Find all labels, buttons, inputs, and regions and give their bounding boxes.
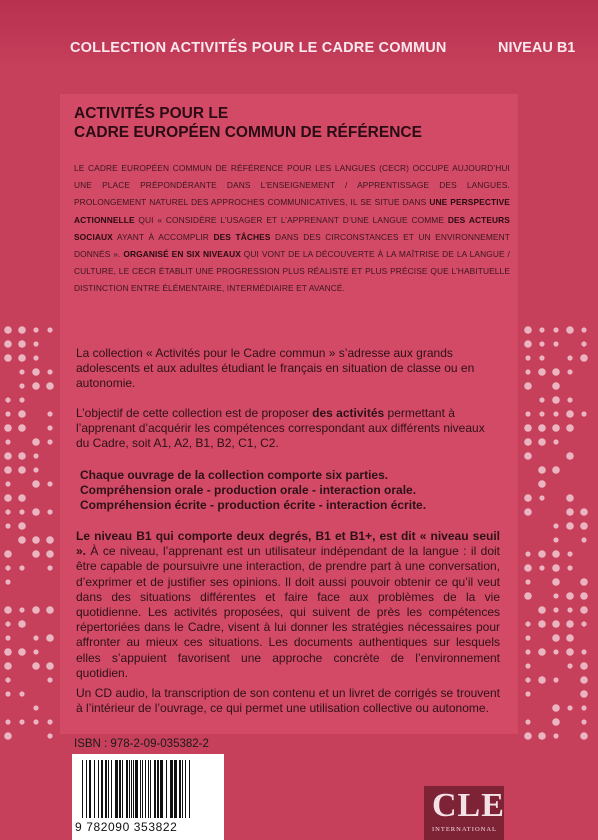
decorative-dot <box>525 719 530 724</box>
barcode-bar <box>140 760 141 818</box>
decorative-dot <box>18 522 26 530</box>
decorative-dot <box>524 438 532 446</box>
decorative-dot <box>47 425 52 430</box>
barcode-bar <box>179 760 181 818</box>
decorative-dot <box>525 663 530 668</box>
barcode-bar <box>150 760 151 818</box>
decorative-dot <box>566 592 574 600</box>
decorative-dot <box>46 662 54 670</box>
decorative-dot <box>538 466 546 474</box>
barcode-bar <box>111 760 112 818</box>
decorative-dot <box>580 592 588 600</box>
decorative-dot <box>5 523 10 528</box>
decorative-dot <box>538 480 546 488</box>
decorative-dot <box>553 523 558 528</box>
barcode-bar <box>154 760 156 818</box>
decorative-dot <box>47 509 52 514</box>
intro-bold-3: DES TÂCHES <box>213 231 271 242</box>
page-title-line-2: CADRE EUROPÉEN COMMUN DE RÉFÉRENCE <box>74 124 422 141</box>
decorative-dot <box>567 369 572 374</box>
decorative-dot <box>47 719 52 724</box>
decorative-dot <box>47 327 52 332</box>
decorative-dot <box>553 411 558 416</box>
decorative-dot <box>538 438 546 446</box>
barcode-bar <box>135 760 138 818</box>
decorative-dot <box>47 733 52 738</box>
decorative-dot <box>553 607 558 612</box>
decorative-dot <box>19 383 24 388</box>
decorative-dot <box>18 452 26 460</box>
intro-text-3: AYANT À ACCOMPLIR <box>112 231 214 242</box>
intro-bold-4: ORGANISÉ EN SIX NIVEAUX <box>123 249 241 260</box>
decorative-dot <box>525 635 530 640</box>
barcode-bar <box>160 760 163 818</box>
decorative-dot <box>4 606 12 614</box>
decorative-dot <box>580 606 588 614</box>
decorative-dot <box>525 649 530 654</box>
decorative-dot <box>552 466 560 474</box>
decorative-dot <box>47 369 52 374</box>
decorative-dot <box>18 424 26 432</box>
decorative-dot <box>525 551 530 556</box>
decorative-dot <box>580 578 588 586</box>
objective-text-1: L’objectif de cette collection est de proposer <box>76 406 313 420</box>
objective-text-2: permettant à l’apprenant d’acquérir les compétences correspondant aux différents niveaux du Cadre, soit A1, A2, B1, B2, C1, C2. <box>76 406 485 451</box>
intro-text-4: DANS DES CIRCONSTANCES ET UN ENVIRONNEMENT DONNÉS ». <box>74 231 510 260</box>
decorative-dot <box>33 719 38 724</box>
intro-bold-1: UNE PERSPECTIVE ACTIONNELLE <box>74 197 510 225</box>
decorative-dot <box>581 621 586 626</box>
parts-line-2: Compréhension orale - production orale - interaction orale. <box>80 483 417 498</box>
decorative-dot <box>33 635 38 640</box>
decorative-dot <box>47 565 52 570</box>
objective-bold: des activités <box>312 406 385 420</box>
decorative-dot <box>553 733 558 738</box>
barcode-digits: 9 782090 353822 <box>75 820 178 834</box>
decorative-dot <box>566 634 574 642</box>
decorative-dot <box>567 565 572 570</box>
decorative-dot <box>4 662 12 670</box>
decorative-dot <box>552 718 560 726</box>
decorative-dot <box>4 340 12 348</box>
page-title <box>74 104 514 142</box>
decorative-dot <box>552 396 560 404</box>
decorative-dot <box>46 536 54 544</box>
decorative-dot <box>5 481 10 486</box>
decorative-dot <box>581 327 586 332</box>
decorative-dot <box>46 382 54 390</box>
decorative-dot <box>18 326 26 334</box>
decorative-dot <box>566 522 574 530</box>
decorative-dot <box>538 648 546 656</box>
decorative-dot <box>525 579 530 584</box>
barcode-bar <box>108 760 109 818</box>
decorative-dot <box>5 397 10 402</box>
page-title-line-1: ACTIVITÉS POUR LE <box>74 105 229 122</box>
barcode-bar <box>185 760 186 818</box>
decorative-dot <box>19 607 24 612</box>
collection-paragraph: La collection « Activités pour le Cadre commun » s’adresse aux grands adolescents et aux adultes étudiant le français en situation de classe ou en autonomie. <box>76 346 475 391</box>
decorative-dot <box>539 341 544 346</box>
barcode-bar <box>101 760 103 818</box>
decorative-dot <box>552 550 560 558</box>
decorative-dot <box>4 452 12 460</box>
decorative-dot <box>525 369 530 374</box>
decorative-dot <box>524 494 532 502</box>
decorative-dot <box>5 509 10 514</box>
decorative-dot <box>32 606 40 614</box>
decorative-dot <box>581 537 586 542</box>
barcode-bar <box>182 760 183 818</box>
decorative-dot <box>4 354 12 362</box>
decorative-dot <box>524 564 532 572</box>
decorative-dot <box>539 411 544 416</box>
decorative-dot <box>32 438 40 446</box>
barcode-bar <box>94 760 95 818</box>
decorative-dot <box>566 326 574 334</box>
decorative-dot <box>5 411 10 416</box>
decorative-dot <box>553 677 558 682</box>
decorative-dot <box>580 522 588 530</box>
decorative-dot <box>524 340 532 348</box>
decorative-dot <box>581 411 586 416</box>
decorative-dot <box>566 410 574 418</box>
barcode-bar <box>189 760 190 818</box>
barcode-bar <box>86 760 87 818</box>
level-lead: Le niveau B1 qui comporte deux degrés, B1 et B1+, est dit « niveau seuil ». <box>76 529 500 559</box>
decorative-dot <box>553 537 558 542</box>
decorative-dot <box>566 648 574 656</box>
decorative-dot <box>525 691 530 696</box>
decorative-dot <box>46 606 54 614</box>
decorative-dot <box>538 620 546 628</box>
decorative-dot <box>4 494 12 502</box>
decorative-dot <box>580 732 588 740</box>
decorative-dot <box>524 508 532 516</box>
barcode-bar <box>174 760 177 818</box>
decorative-dot <box>33 453 38 458</box>
decorative-dot <box>4 648 12 656</box>
barcode-bar <box>133 760 134 818</box>
decorative-dot <box>538 424 546 432</box>
intro-text-1: LE CADRE EUROPÉEN COMMUN DE RÉFÉRENCE POUR LES LANGUES (CECR) OCCUPE AUJOURD’HUI UNE PLACE PRÉPONDÉRANTE DANS L’ENSEIGNEMENT / APPRENTISSAGE DES LANGUES. PROLONGEMENT NATUREL DES APPROCHES COMMUNICATIVES, IL SE SITUE DANS <box>74 163 510 208</box>
decorative-dot <box>538 732 546 740</box>
decorative-dot <box>46 550 54 558</box>
decorative-dot <box>5 635 10 640</box>
decorative-dot <box>525 677 530 682</box>
decorative-dot <box>18 410 26 418</box>
level-paragraph <box>76 529 500 681</box>
barcode-bar <box>170 760 173 818</box>
decorative-dot <box>19 691 24 696</box>
decorative-dot <box>5 621 10 626</box>
intro-text-2: QUI « CONSIDÈRE L’USAGER ET L’APPRENANT D’UNE LANGUE COMME <box>134 214 448 225</box>
decorative-dot <box>539 495 544 500</box>
barcode-bar <box>142 760 143 818</box>
decorative-dot <box>538 368 546 376</box>
barcode-bar <box>82 760 83 818</box>
decorative-dot <box>5 439 10 444</box>
decorative-dot <box>19 565 24 570</box>
decorative-dot <box>18 466 26 474</box>
decorative-dot <box>524 382 532 390</box>
barcode-bar <box>89 760 91 818</box>
barcode-bar <box>129 760 130 818</box>
decorative-dot <box>539 355 544 360</box>
decorative-dot <box>5 691 10 696</box>
decorative-dot <box>524 326 532 334</box>
objective-paragraph <box>76 406 500 452</box>
decorative-dot <box>18 648 26 656</box>
decorative-dot <box>4 466 12 474</box>
decorative-dot <box>18 494 26 502</box>
decorative-dot <box>552 578 560 586</box>
decorative-dot <box>33 705 38 710</box>
publisher-logo-subtitle: INTERNATIONAL <box>432 826 497 833</box>
decorative-dot <box>524 452 532 460</box>
decorative-dot <box>5 565 10 570</box>
decorative-dot <box>567 705 572 710</box>
decorative-dot <box>32 550 40 558</box>
decorative-dot <box>566 620 574 628</box>
parts-list <box>80 468 504 514</box>
parts-line-3: Compréhension écrite - production écrite - interaction écrite. <box>80 498 427 513</box>
decorative-dot <box>32 368 40 376</box>
decorative-dot <box>553 341 558 346</box>
decorative-dot <box>18 340 26 348</box>
decorative-dot <box>5 677 10 682</box>
decorative-dot <box>33 649 38 654</box>
decorative-dot <box>32 662 40 670</box>
barcode-bar <box>145 760 146 818</box>
decorative-dot <box>19 369 24 374</box>
decorative-dot <box>524 592 532 600</box>
barcode-bar <box>119 760 121 818</box>
decorative-dot <box>552 620 560 628</box>
decorative-dot <box>580 676 588 684</box>
decorative-dot <box>18 620 26 628</box>
decorative-dot <box>33 467 38 472</box>
decorative-dot <box>539 327 544 332</box>
decorative-dot <box>566 424 574 432</box>
decorative-dot <box>47 677 52 682</box>
decorative-dot <box>552 704 560 712</box>
barcode-bar <box>115 760 118 818</box>
decorative-dot <box>19 509 24 514</box>
parts-line-1: Chaque ouvrage de la collection comporte six parties. <box>80 468 389 482</box>
decorative-dot <box>46 634 54 642</box>
decorative-dot <box>4 732 12 740</box>
decorative-dot <box>4 424 12 432</box>
decorative-dot <box>525 621 530 626</box>
decorative-dot <box>552 634 560 642</box>
barcode-bar <box>122 760 123 818</box>
decorative-dot <box>552 424 560 432</box>
decorative-dot <box>581 341 586 346</box>
decorative-dot <box>18 536 26 544</box>
decorative-dot <box>32 382 40 390</box>
decorative-dot <box>580 690 588 698</box>
decorative-dot <box>553 593 558 598</box>
decorative-dot <box>566 452 574 460</box>
cecr-introduction <box>74 160 510 298</box>
decorative-dot <box>47 439 52 444</box>
decorative-dot <box>566 494 574 502</box>
decorative-dot <box>580 354 588 362</box>
decorative-dot <box>32 536 40 544</box>
decorative-dot <box>32 480 40 488</box>
decorative-dot <box>539 397 544 402</box>
decorative-dot <box>32 508 40 516</box>
decorative-dot <box>19 719 24 724</box>
decorative-dot <box>525 355 530 360</box>
decorative-dot <box>524 732 532 740</box>
barcode-bar <box>166 760 167 818</box>
decorative-dot <box>581 705 586 710</box>
decorative-dot <box>552 564 560 572</box>
decorative-dot <box>525 411 530 416</box>
decorative-dot <box>553 327 558 332</box>
decorative-dot <box>538 550 546 558</box>
decorative-dot <box>552 368 560 376</box>
decorative-dot <box>524 424 532 432</box>
decorative-dot <box>567 397 572 402</box>
barcode-bar <box>148 760 149 818</box>
decorative-dot <box>4 326 12 334</box>
barcode-bar <box>157 760 159 818</box>
intro-bold-2: DES ACTEURS SOCIAUX <box>74 214 510 242</box>
level-body: À ce niveau, l’apprenant est un utilisateur indépendant de la langue : il doit être capable de poursuivre une interaction, de prendre part à une conversation, d’exprimer et de justifier ses opinions. Il doit aussi pouvoir obtenir ce qu’il veut dans des situations différentes et faire face aux problèmes de la vie quotidienne. Les activités proposées, qui suivent de près les compétences répertoriées dans le Cadre, visent à lui donner les stratégies nécessaires pour affronter au mieux ces situations. Les documents authentiques sur lesquels elles s’appuient favorisent une approche concrète de l’environnement quotidien. <box>76 544 500 680</box>
decorative-dot <box>552 382 560 390</box>
decorative-dot <box>580 662 588 670</box>
intro-text-5: QUI VONT DE LA DÉCOUVERTE À LA MAÎTRISE DE LA LANGUE / CULTURE, LE CECR ÉTABLIT UNE PROGRESSION PLUS RÉALISTE ET PLUS PRÉCISE QUE L’HABITUELLE DISTINCTION ENTRE ÉLÉMENTAIRE, INTERMÉDIAIRE ET AVANCÉ. <box>74 249 510 294</box>
decorative-dot <box>19 397 24 402</box>
decorative-dot <box>33 355 38 360</box>
decorative-dot <box>538 606 546 614</box>
decorative-dot <box>567 607 572 612</box>
barcode-bar <box>105 760 107 818</box>
decorative-dot <box>553 439 558 444</box>
decorative-dot <box>567 355 572 360</box>
decorative-dot <box>538 676 546 684</box>
decorative-dot <box>567 551 572 556</box>
decorative-dot <box>18 354 26 362</box>
decorative-dot <box>4 550 12 558</box>
decorative-dot <box>5 719 10 724</box>
level-label: NIVEAU B1 <box>498 40 576 56</box>
cd-paragraph: Un CD audio, la transcription de son contenu et un livret de corrigés se trouvent à l’intérieur de l’ouvrage, ce qui permet une utilisation collective ou autonome. <box>76 686 500 716</box>
decorative-dot <box>539 565 544 570</box>
series-title: COLLECTION ACTIVITÉS POUR LE CADRE COMMUN <box>70 40 447 56</box>
isbn: ISBN : 978-2-09-035382-2 <box>74 738 209 750</box>
decorative-dot <box>47 481 52 486</box>
publisher-logo-mark: CLE <box>432 787 505 824</box>
barcode-bar <box>126 760 128 818</box>
decorative-dot <box>567 663 572 668</box>
decorative-dot <box>566 508 574 516</box>
decorative-dot <box>33 327 38 332</box>
decorative-dot <box>47 411 52 416</box>
decorative-dot <box>580 508 588 516</box>
decorative-dot <box>33 341 38 346</box>
barcode-bar <box>98 760 99 818</box>
decorative-dot <box>553 649 558 654</box>
decorative-dot <box>581 719 586 724</box>
decorative-dot <box>5 579 10 584</box>
barcode-bar <box>131 760 132 818</box>
decorative-dot <box>581 649 586 654</box>
